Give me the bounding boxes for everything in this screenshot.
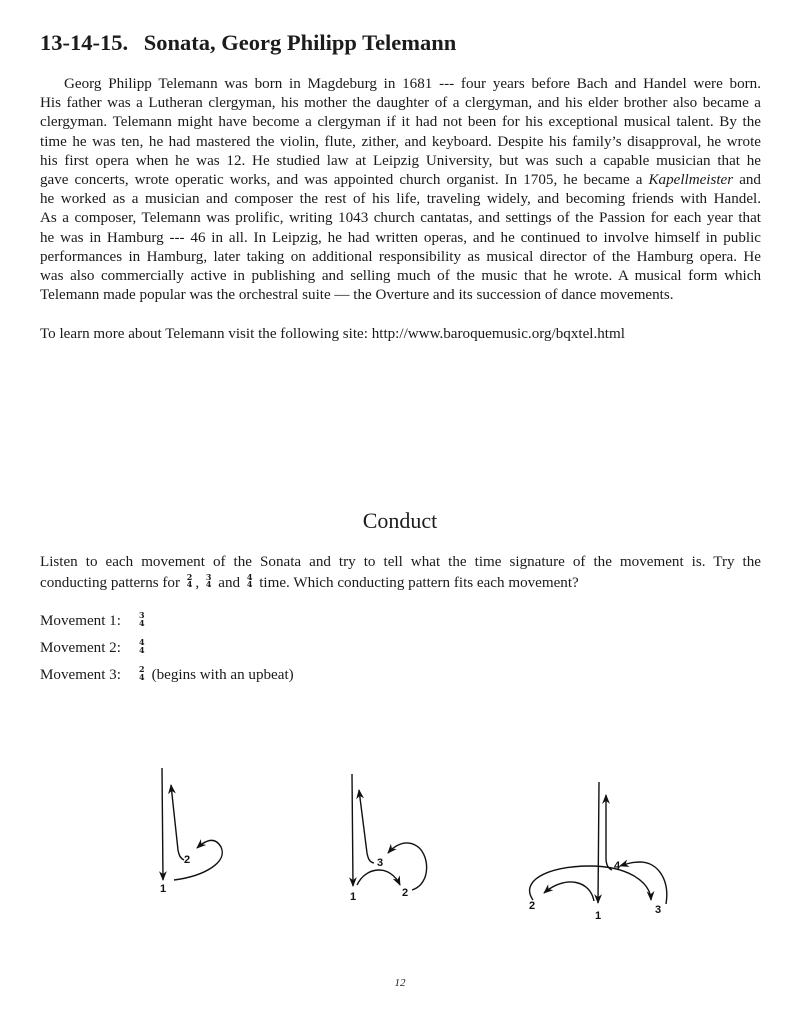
bio-line: performances in Hamburg, later taking on additional responsibility as musical director of the Hamburg opera. He <box>40 248 761 265</box>
ts-top: 3 <box>139 610 145 620</box>
four-four-pattern-diagram <box>529 782 667 922</box>
bio-line: was also commercially active in publishing and selling much of the music that he wrote. A musical form which <box>40 268 761 285</box>
movement-item <box>40 662 294 689</box>
telemann-url-link[interactable]: http://www.baroquemusic.org/bqxtel.html <box>371 326 625 342</box>
beat-label-2: 2 <box>529 900 536 912</box>
beat2-arc <box>357 870 400 885</box>
movement-label: Movement 2: <box>40 640 121 656</box>
ts-bottom: 4 <box>139 644 145 655</box>
bio-line: Telemann made popular was the orchestral suite — the Overture and its succession of dance movements. <box>40 287 674 304</box>
beat4-arc <box>620 862 667 904</box>
downbeat-stroke <box>598 782 599 903</box>
three-four-pattern-diagram <box>350 774 427 903</box>
beat-label-3: 3 <box>377 857 384 869</box>
page-title <box>40 30 456 56</box>
movement-item <box>40 635 294 662</box>
conduct-instructions <box>40 552 761 593</box>
comma: , <box>195 574 200 591</box>
beat-label-2: 2 <box>184 854 191 866</box>
bio-line: his first opera when he was 12. He studied law at Leipzig University, but was such a capable musician that he <box>40 152 761 169</box>
movement-label: Movement 1: <box>40 613 121 629</box>
ts-top: 4 <box>139 637 145 647</box>
movement-time-signature <box>139 666 145 681</box>
beat3-arc <box>530 866 651 900</box>
page-number: 12 <box>394 977 406 989</box>
bio-line: clergyman. Telemann might have become a clergyman if it had not been for his exceptional musical talent. By the <box>40 114 761 131</box>
ts-bottom: 4 <box>186 579 193 590</box>
movement-time-signature <box>139 612 145 627</box>
beat2-arc <box>544 882 594 901</box>
ts-bottom: 4 <box>139 617 145 628</box>
section-number: 13-14-15. <box>40 30 129 55</box>
time-signature-4-4 <box>246 571 253 590</box>
instructions-line: Listen to each movement of the Sonata and try to tell what the time signature of the movement is. Try the <box>40 554 761 570</box>
ts-bottom: 4 <box>246 579 253 590</box>
bio-line: As a composer, Telemann was prolific, writing 1043 church cantatas, and settings of the Passion for each year that <box>40 210 761 227</box>
upbeat-stroke <box>171 785 184 860</box>
ts-top: 4 <box>246 571 253 582</box>
bio-line-text: gave concerts, wrote operatic works, and was appointed church organist. In 1705, he became a <box>40 172 643 189</box>
beat-label-2: 2 <box>402 887 409 899</box>
downbeat-stroke <box>352 774 353 886</box>
movement-time-signature <box>139 639 145 654</box>
ts-top: 2 <box>139 664 145 674</box>
conduct-heading: Conduct <box>362 508 438 533</box>
instructions-text: time. Which conducting pattern fits each movement? <box>259 574 579 591</box>
ts-top: 3 <box>205 571 212 582</box>
section-title: Sonata, Georg Philipp Telemann <box>143 30 457 55</box>
downbeat-stroke <box>162 768 163 880</box>
ts-top: 2 <box>186 571 193 582</box>
beat2-arc <box>174 840 222 880</box>
bio-line: he worked as a musician and composer the rest of his life, traveling widely, and becoming friends with Handel. <box>40 191 761 208</box>
italic-term: Kapellmeister <box>648 172 734 189</box>
bio-line-with-italic <box>40 171 761 190</box>
bio-line: he was in Hamburg --- 46 in all. In Leipzig, he had written operas, and he continued to involve himself in public <box>40 229 761 246</box>
ts-bottom: 4 <box>205 579 212 590</box>
ts-bottom: 4 <box>139 671 145 682</box>
beat-label-1: 1 <box>595 910 602 922</box>
bio-line-tail: and <box>739 172 761 189</box>
movement-label: Movement 3: <box>40 667 121 683</box>
upbeat-stroke <box>359 790 374 863</box>
beat-label-1: 1 <box>160 883 167 895</box>
two-four-pattern-diagram <box>160 768 222 895</box>
beat-label-4: 4 <box>614 860 621 872</box>
beat3-arc <box>388 843 427 890</box>
beat-label-1: 1 <box>350 891 357 903</box>
bio-line: Georg Philipp Telemann was born in Magdeburg in 1681 --- four years before Bach and Handel were born. <box>64 76 761 92</box>
movement-note: (begins with an upbeat) <box>151 667 294 683</box>
more-info-line <box>40 326 625 343</box>
biography-paragraph <box>40 75 761 305</box>
instructions-text: conducting patterns for <box>40 574 180 591</box>
beat-label-3: 3 <box>655 904 662 916</box>
upbeat-stroke <box>606 795 612 870</box>
movement-list <box>40 608 294 689</box>
time-signature-2-4 <box>186 571 193 590</box>
bio-line: time he was ten, he had mastered the violin, flute, zither, and keyboard. Despite his family’s disapproval, he wrote <box>40 133 761 150</box>
movement-item <box>40 608 294 635</box>
instructions-line <box>40 573 761 594</box>
time-signature-3-4 <box>205 571 212 590</box>
and-text: and <box>218 574 241 591</box>
more-info-text: To learn more about Telemann visit the following site: <box>40 326 372 342</box>
bio-line: His father was a Lutheran clergyman, his mother the daughter of a clergyman, and his elder brother also became a <box>40 95 761 112</box>
